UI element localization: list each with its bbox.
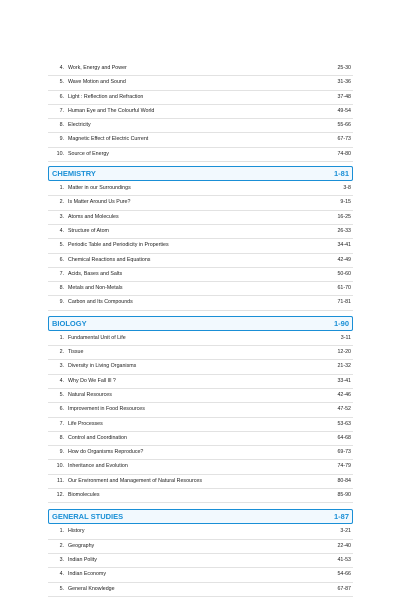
chapter-number: 3. xyxy=(59,363,64,370)
chapter-title: Fundamental Unit of Life xyxy=(68,334,126,341)
toc-row[interactable] xyxy=(48,418,353,432)
toc-row[interactable] xyxy=(48,375,353,389)
page-range: 33-41 xyxy=(337,377,351,384)
chapter-title: Natural Resources xyxy=(68,391,112,398)
chapter-title: Diversity in Living Organisms xyxy=(68,363,137,370)
chapter-number: 7. xyxy=(59,270,64,277)
toc-row[interactable] xyxy=(48,475,353,489)
chapter-number: 8. xyxy=(59,285,64,292)
chapter-number: 9. xyxy=(59,299,64,306)
toc-row[interactable] xyxy=(48,554,353,568)
chapter-number: 5. xyxy=(59,391,64,398)
chapter-title: Our Environment and Management of Natural Resources xyxy=(68,477,202,484)
section-page-range: 1-81 xyxy=(333,169,349,179)
chapter-title: Metals and Non-Metals xyxy=(68,285,123,292)
chapter-number: 11. xyxy=(57,477,64,484)
page-range: 50-60 xyxy=(337,270,351,277)
chapter-title: Control and Coordination xyxy=(68,434,127,441)
page-range: 37-48 xyxy=(337,93,351,100)
toc-row[interactable] xyxy=(48,568,353,582)
physics-section xyxy=(48,62,353,162)
page-range: 69-73 xyxy=(337,449,351,456)
chapter-title: Geography xyxy=(68,542,95,549)
page-range: 74-79 xyxy=(337,463,351,470)
chapter-title: Acids, Bases and Salts xyxy=(68,270,123,277)
chapter-title: Carbon and Its Compounds xyxy=(68,299,133,306)
chapter-number: 6. xyxy=(59,406,64,413)
chapter-number: 5. xyxy=(59,585,64,592)
chapter-title: Indian Polity xyxy=(68,556,97,563)
toc-row[interactable] xyxy=(48,211,353,225)
page-range: 41-53 xyxy=(337,556,351,563)
chapter-number: 6. xyxy=(59,93,64,100)
page-range: 61-70 xyxy=(337,285,351,292)
toc-row[interactable] xyxy=(48,182,353,196)
chapter-title: Wave Motion and Sound xyxy=(68,79,126,86)
chapter-title: Why Do We Fall Ill ? xyxy=(68,377,116,384)
chapter-number: 2. xyxy=(59,349,64,356)
toc-row[interactable] xyxy=(48,540,353,554)
toc-row[interactable] xyxy=(48,460,353,474)
page-range: 64-68 xyxy=(337,434,351,441)
page-range: 55-66 xyxy=(337,122,351,129)
biology-section xyxy=(48,316,353,504)
chapter-number: 3. xyxy=(59,556,64,563)
chapter-title: How do Organisms Reproduce? xyxy=(68,449,144,456)
toc-row[interactable] xyxy=(48,346,353,360)
chapter-title: Source of Energy xyxy=(68,150,109,157)
chapter-title: General Knowledge xyxy=(68,585,115,592)
toc-row[interactable] xyxy=(48,268,353,282)
chapter-title: Light : Reflection and Refraction xyxy=(68,93,144,100)
chapter-title: Structure of Atom xyxy=(68,227,109,234)
section-page-range: 1-90 xyxy=(333,318,349,328)
page-range: 49-54 xyxy=(337,107,351,114)
chapter-title: Periodic Table and Periodicity in Properties xyxy=(68,242,169,249)
chapter-title: Human Eye and The Colourful World xyxy=(68,107,155,114)
chapter-number: 6. xyxy=(59,256,64,263)
chapter-number: 4. xyxy=(59,65,64,71)
general-studies-section xyxy=(48,509,353,596)
toc-row[interactable] xyxy=(48,360,353,374)
chapter-title: Work, Energy and Power xyxy=(68,65,127,71)
page-range: 3-11 xyxy=(340,334,351,341)
chapter-title: Improvement in Food Resources xyxy=(68,406,145,413)
page-range: 53-63 xyxy=(337,420,351,427)
chemistry-section xyxy=(48,166,353,311)
toc-row[interactable] xyxy=(48,332,353,346)
toc-row[interactable] xyxy=(48,239,353,253)
toc-row[interactable] xyxy=(48,389,353,403)
chapter-number: 8. xyxy=(59,434,64,441)
chapter-title: Inheritance and Evolution xyxy=(68,463,128,470)
chapter-number: 5. xyxy=(59,79,64,86)
page-range: 9-15 xyxy=(340,199,351,206)
chapter-title: Is Matter Around Us Pure? xyxy=(68,199,131,206)
chapter-number: 4. xyxy=(59,377,64,384)
chapter-number: 10. xyxy=(56,150,64,157)
chapter-number: 1. xyxy=(59,334,64,341)
chapter-number: 9. xyxy=(59,449,64,456)
page-range: 25-30 xyxy=(337,65,351,71)
chapter-number: 3. xyxy=(59,213,64,220)
section-header-biology[interactable] xyxy=(48,316,353,331)
toc-row[interactable] xyxy=(48,119,353,133)
page-range: 54-66 xyxy=(337,571,351,578)
page-range: 3-8 xyxy=(343,185,351,192)
page-range: 12-20 xyxy=(337,349,351,356)
chapter-number: 5. xyxy=(59,242,64,249)
toc-row[interactable] xyxy=(48,446,353,460)
page-range: 71-81 xyxy=(337,299,351,306)
chapter-number: 4. xyxy=(59,227,64,234)
chapter-title: Chemical Reactions and Equations xyxy=(68,256,151,263)
chapter-number: 12. xyxy=(56,492,64,499)
chapter-title: Atoms and Molecules xyxy=(68,213,119,220)
page-range: 42-46 xyxy=(337,391,351,398)
page-range: 67-87 xyxy=(337,585,351,592)
section-title: GENERAL STUDIES xyxy=(52,512,124,522)
section-header-chemistry[interactable] xyxy=(48,166,353,181)
chapter-number: 7. xyxy=(59,420,64,427)
table-of-contents xyxy=(48,62,353,597)
toc-row[interactable] xyxy=(48,133,353,147)
chapter-title: Magnetic Effect of Electric Current xyxy=(68,136,149,143)
toc-row[interactable] xyxy=(48,76,353,90)
page-range: 26-33 xyxy=(337,227,351,234)
toc-row[interactable] xyxy=(48,148,353,162)
chapter-title: Life Processes xyxy=(68,420,103,427)
chapter-number: 2. xyxy=(59,199,64,206)
chapter-number: 1. xyxy=(59,185,64,192)
page-range: 80-84 xyxy=(337,477,351,484)
toc-row[interactable] xyxy=(48,432,353,446)
section-title: BIOLOGY xyxy=(52,318,87,328)
toc-row[interactable] xyxy=(48,583,353,597)
toc-row[interactable] xyxy=(48,105,353,119)
chapter-number: 9. xyxy=(59,136,64,143)
toc-row[interactable] xyxy=(48,282,353,296)
section-page-range: 1-87 xyxy=(333,512,349,522)
page-range: 67-73 xyxy=(337,136,351,143)
page-range: 74-80 xyxy=(337,150,351,157)
chapter-title: Matter in our Surroundings xyxy=(68,185,131,192)
chapter-title: History xyxy=(68,528,85,535)
toc-row[interactable] xyxy=(48,525,353,539)
page-range: 21-32 xyxy=(337,363,351,370)
physics-list xyxy=(48,62,353,162)
section-title: CHEMISTRY xyxy=(52,169,96,179)
page-range: 31-36 xyxy=(337,79,351,86)
toc-row[interactable] xyxy=(48,91,353,105)
toc-row[interactable] xyxy=(48,254,353,268)
page-range: 3-21 xyxy=(340,528,351,535)
chapter-title: Indian Economy xyxy=(68,571,106,578)
toc-row[interactable] xyxy=(48,196,353,210)
toc-row[interactable] xyxy=(48,403,353,417)
page-range: 85-90 xyxy=(337,492,351,499)
chapter-number: 8. xyxy=(59,122,64,129)
page-range: 42-49 xyxy=(337,256,351,263)
page-range: 16-25 xyxy=(337,213,351,220)
chapter-title: Tissue xyxy=(68,349,84,356)
chapter-number: 4. xyxy=(59,571,64,578)
chapter-number: 7. xyxy=(59,107,64,114)
page-range: 47-52 xyxy=(337,406,351,413)
page-range: 34-41 xyxy=(337,242,351,249)
toc-row[interactable] xyxy=(48,296,353,310)
chapter-title: Electricity xyxy=(68,122,91,129)
section-header-general-studies[interactable] xyxy=(48,509,353,524)
toc-row[interactable] xyxy=(48,225,353,239)
chapter-title: Biomolecules xyxy=(68,492,100,499)
page-range: 22-40 xyxy=(337,542,351,549)
chapter-number: 1. xyxy=(59,528,64,535)
chapter-number: 10. xyxy=(56,463,64,470)
toc-row[interactable] xyxy=(48,62,353,76)
chapter-number: 2. xyxy=(59,542,64,549)
toc-row[interactable] xyxy=(48,489,353,503)
